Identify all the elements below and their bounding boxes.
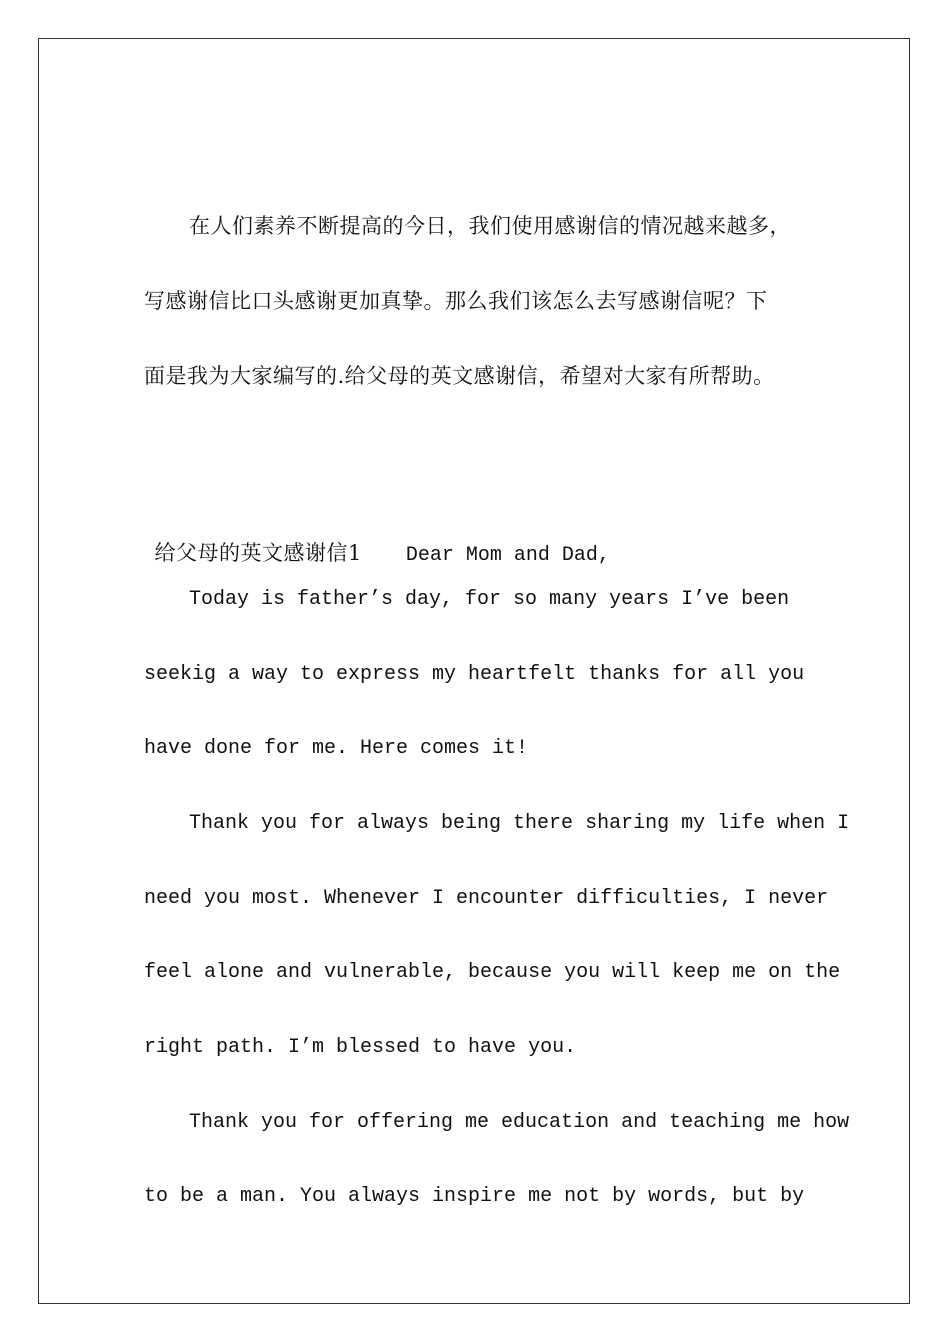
- body-line-2: seekig a way to express my heartfelt thanks for all you: [144, 663, 805, 686]
- body-line-9: to be a man. You always inspire me not by words, but by: [144, 1185, 805, 1208]
- letter-salutation: Dear Mom and Dad,: [405, 544, 610, 567]
- body-line-6: feel alone and vulnerable, because you will keep me on the: [144, 961, 841, 984]
- body-line-4: Thank you for always being there sharing my life when I: [189, 812, 850, 835]
- intro-line-1: 在人们素养不断提高的今日，我们使用感谢信的情况越来越多，: [189, 214, 791, 238]
- body-line-7: right path. I’m blessed to have you.: [144, 1036, 577, 1059]
- letter-heading: [144, 511, 610, 570]
- intro-line-2: 写感谢信比口头感谢更加真挚。那么我们该怎么去写感谢信呢？下: [144, 289, 768, 313]
- intro-line-3: 面是我为大家编写的.给父母的英文感谢信，希望对大家有所帮助。: [144, 364, 775, 388]
- body-line-5: need you most. Whenever I encounter difficulties, I never: [144, 887, 829, 910]
- body-line-3: have done for me. Here comes it!: [144, 737, 529, 760]
- body-line-1: Today is father’s day, for so many years I’ve been: [189, 588, 790, 611]
- body-line-8: Thank you for offering me education and teaching me how: [189, 1111, 850, 1134]
- letter-title: 给父母的英文感谢信1: [154, 541, 362, 565]
